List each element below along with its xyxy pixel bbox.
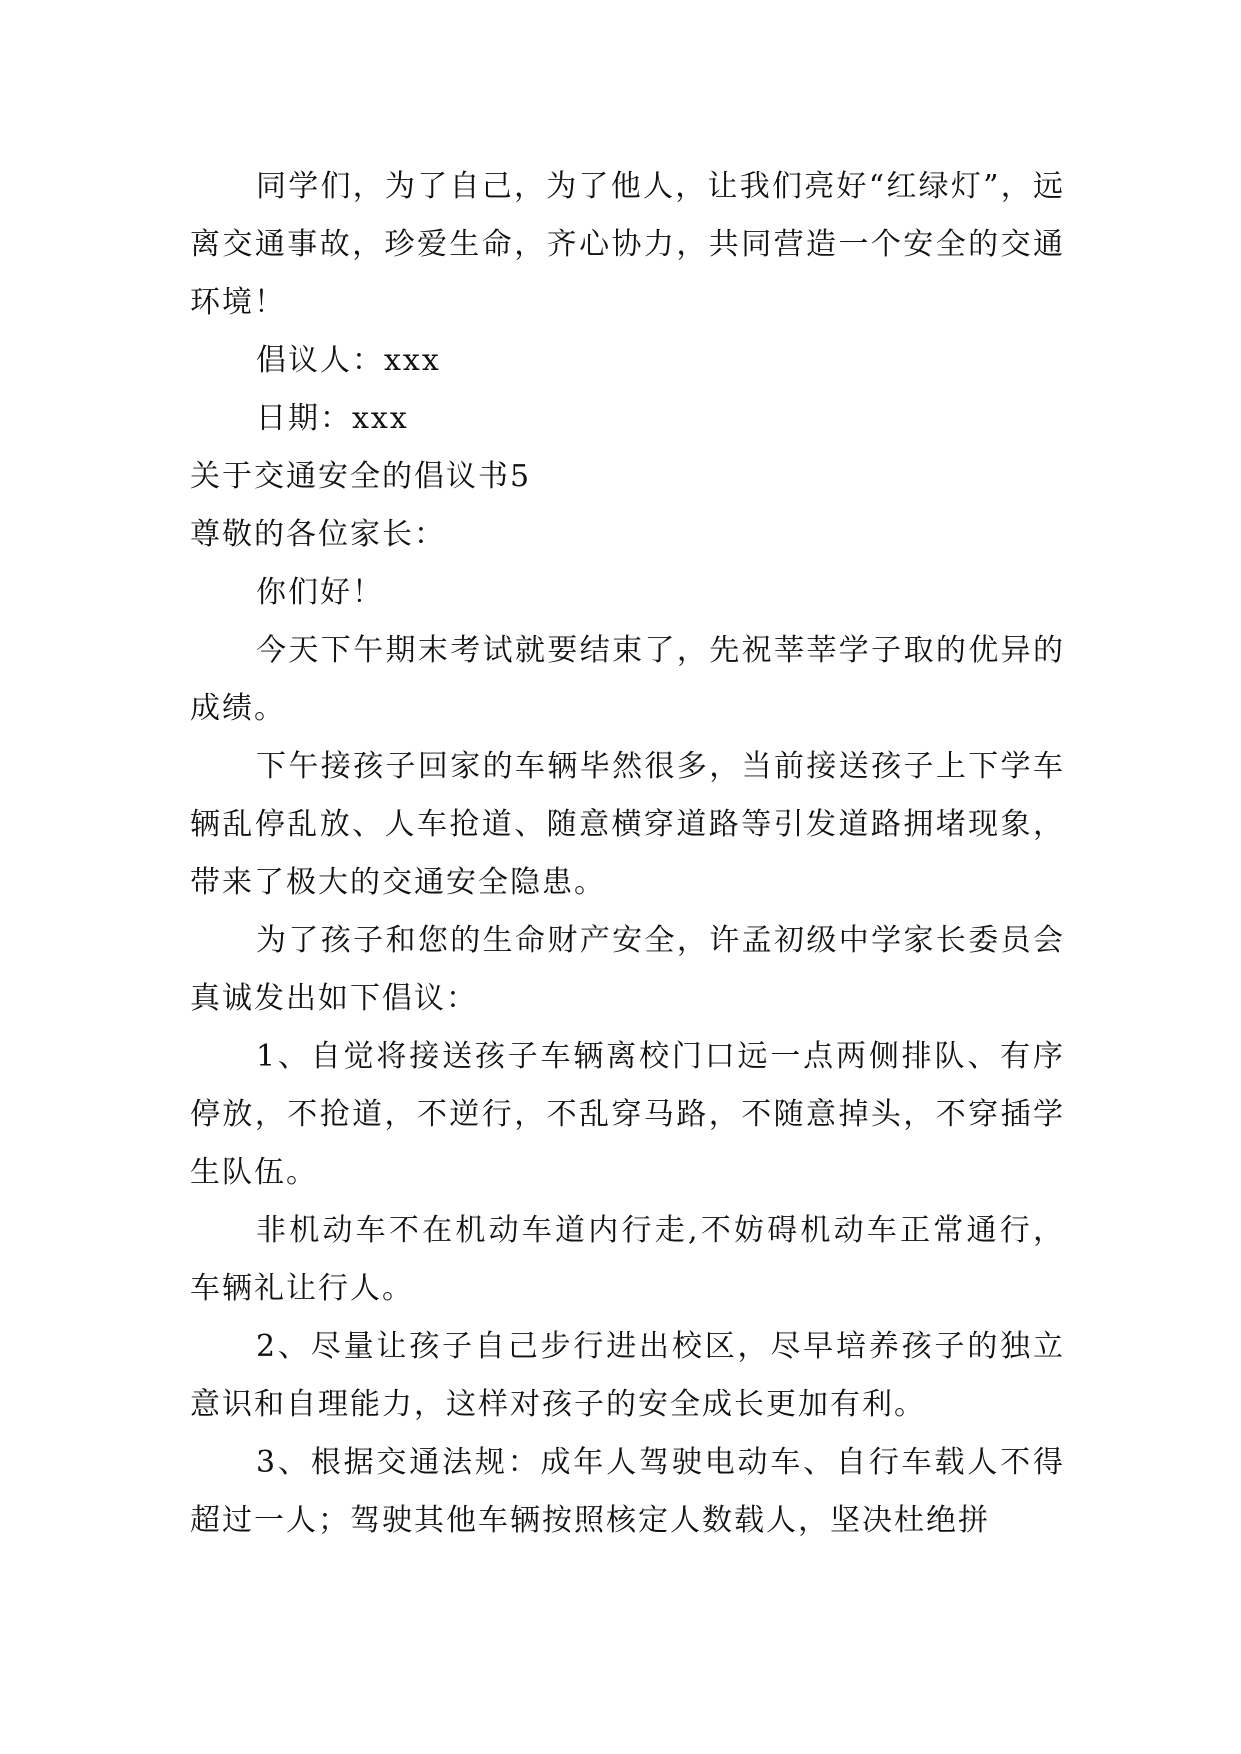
greeting: 你们好！ — [256, 575, 384, 610]
proposal-item-1: 1、自觉将接送孩子车辆离校门口远一点两侧排队、有序停放，不抢道，不逆行，不乱穿马路，不随意掉头，不穿插学生队伍。 — [190, 1039, 1065, 1190]
initiator-line: 倡议人：xxx — [256, 343, 441, 378]
document-body — [190, 158, 1065, 1550]
body-paragraph: 为了孩子和您的生命财产安全，许孟初级中学家长委员会真诚发出如下倡议： — [190, 923, 1065, 1016]
body-paragraph: 下午接孩子回家的车辆毕然很多，当前接送孩子上下学车辆乱停乱放、人车抢道、随意横穿道路等引发道路拥堵现象，带来了极大的交通安全隐患。 — [190, 749, 1065, 900]
body-paragraph: 非机动车不在机动车道内行走,不妨碍机动车正常通行，车辆礼让行人。 — [190, 1213, 1065, 1306]
proposal-item-2: 2、尽量让孩子自己步行进出校区，尽早培养孩子的独立意识和自理能力，这样对孩子的安全成长更加有利。 — [190, 1329, 1065, 1422]
section-title: 关于交通安全的倡议书5 — [190, 459, 532, 494]
body-paragraph: 今天下午期末考试就要结束了，先祝莘莘学子取的优异的成绩。 — [190, 633, 1065, 726]
date-line: 日期：xxx — [256, 401, 409, 436]
proposal-item-3: 3、根据交通法规：成年人驾驶电动车、自行车载人不得超过一人；驾驶其他车辆按照核定人数载人，坚决杜绝拼 — [190, 1445, 1065, 1538]
salutation: 尊敬的各位家长： — [190, 517, 446, 552]
closing-appeal-paragraph: 同学们，为了自己，为了他人，让我们亮好“红绿灯”，远离交通事故，珍爱生命，齐心协力，共同营造一个安全的交通环境！ — [190, 169, 1065, 320]
